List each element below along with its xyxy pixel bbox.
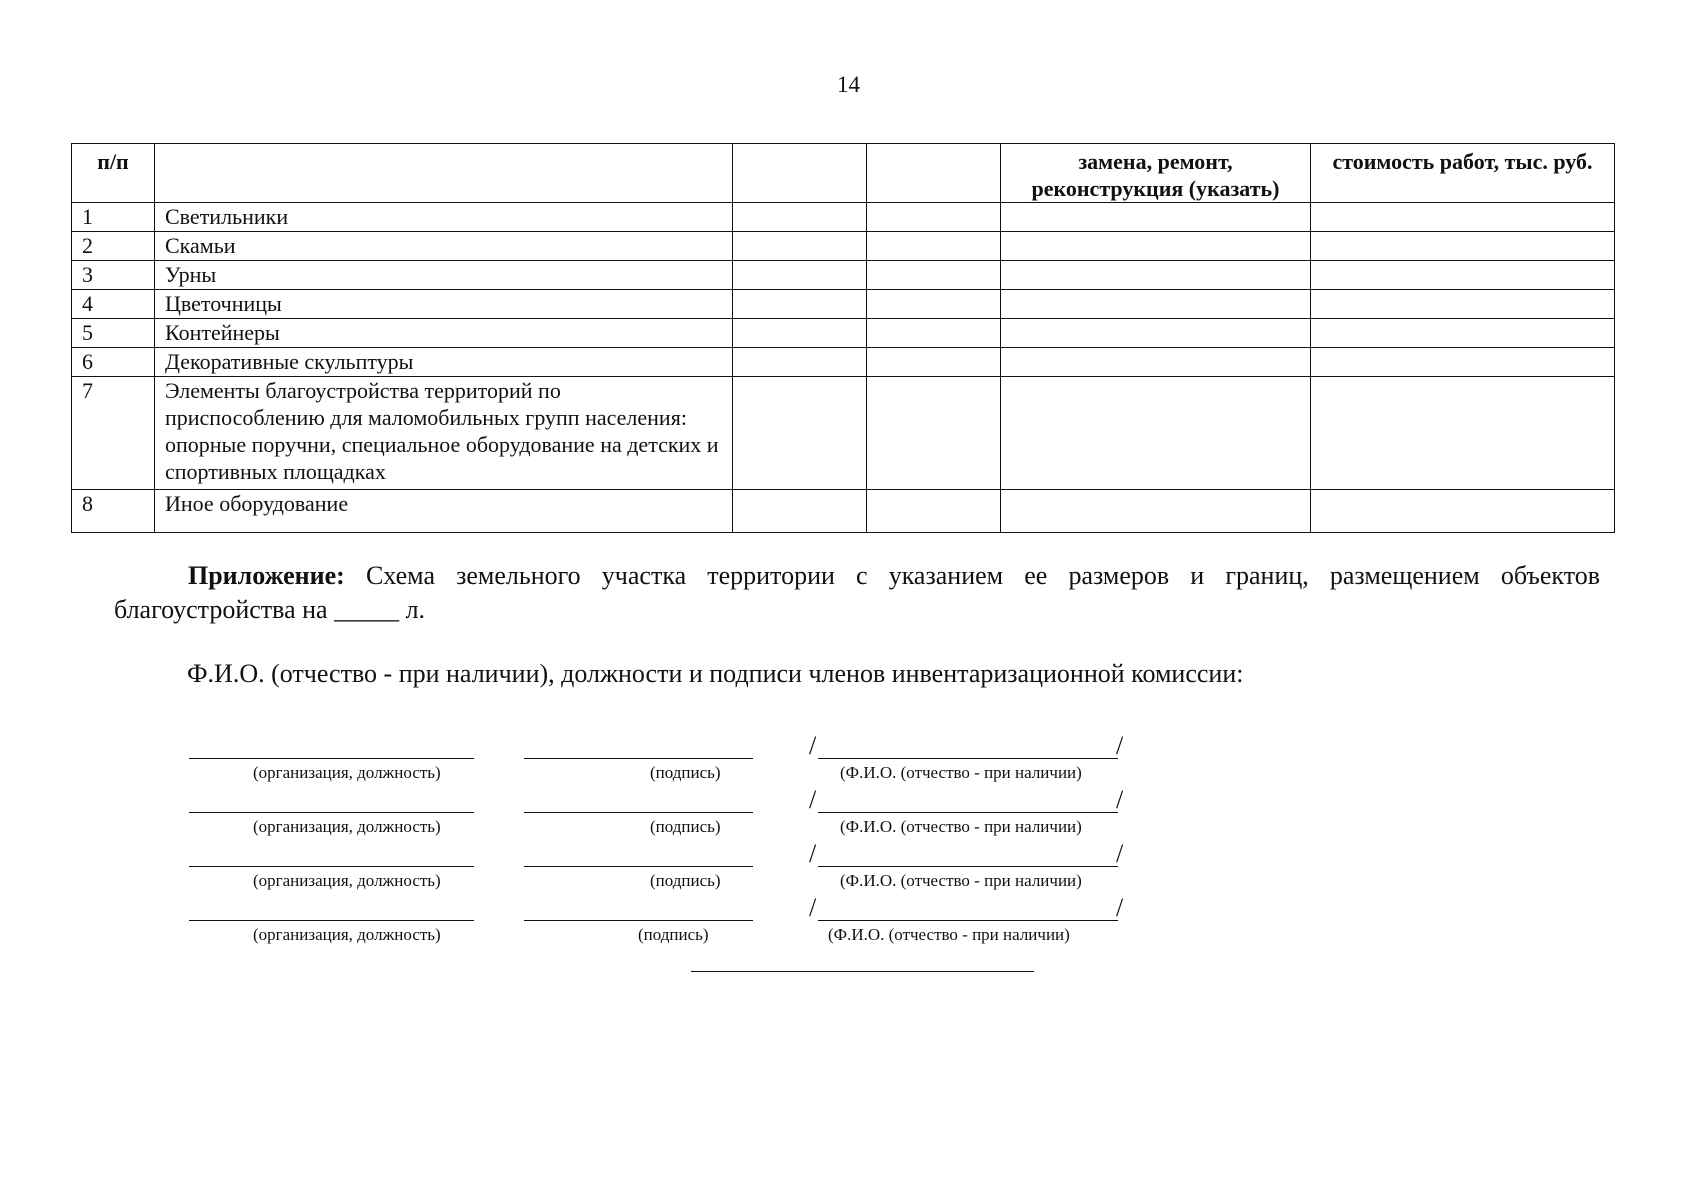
- row-num: 7: [72, 377, 155, 490]
- header-col4: [867, 144, 1001, 203]
- table-row: [72, 261, 1615, 290]
- row-cell: [1001, 203, 1311, 232]
- fio-line: [818, 758, 1118, 759]
- row-num: 1: [72, 203, 155, 232]
- header-cost: стоимость работ, тыс. руб.: [1311, 144, 1615, 203]
- slash-right: /: [1116, 731, 1124, 760]
- signature-row: [0, 733, 1697, 787]
- inventory-table: [71, 143, 1615, 533]
- closing-rule: [691, 971, 1034, 972]
- row-cell: [1001, 232, 1311, 261]
- table-row: [72, 348, 1615, 377]
- commission-heading: Ф.И.О. (отчество - при наличии), должности и подписи членов инвентаризационной комиссии:: [187, 659, 1244, 688]
- table-row: [72, 377, 1615, 490]
- row-name: Иное оборудование: [155, 490, 733, 533]
- org-line: [189, 758, 474, 759]
- signature-row: [0, 895, 1697, 949]
- fio-line: [818, 812, 1118, 813]
- signature-row: [0, 841, 1697, 895]
- row-cell: [1311, 377, 1615, 490]
- slash-right: /: [1116, 893, 1124, 922]
- slash-left: /: [809, 731, 817, 760]
- appendix-label: Приложение:: [188, 561, 345, 590]
- row-name: Урны: [155, 261, 733, 290]
- header-repair: замена, ремонт, реконструкция (указать): [1001, 144, 1311, 203]
- row-num: 5: [72, 319, 155, 348]
- row-cell: [1311, 490, 1615, 533]
- row-cell: [1001, 319, 1311, 348]
- row-cell: [867, 377, 1001, 490]
- org-caption: (организация, должность): [253, 817, 441, 836]
- row-cell: [733, 203, 867, 232]
- row-cell: [1311, 261, 1615, 290]
- sign-caption: (подпись): [650, 817, 721, 836]
- row-num: 2: [72, 232, 155, 261]
- table-row: [72, 290, 1615, 319]
- appendix-paragraph: [114, 559, 1600, 627]
- org-caption: (организация, должность): [253, 871, 441, 890]
- row-name: Цветочницы: [155, 290, 733, 319]
- sign-line: [524, 866, 753, 867]
- sign-line: [524, 920, 753, 921]
- sign-line: [524, 758, 753, 759]
- slash-left: /: [809, 839, 817, 868]
- row-num: 3: [72, 261, 155, 290]
- row-cell: [1001, 377, 1311, 490]
- row-cell: [867, 348, 1001, 377]
- slash-left: /: [809, 893, 817, 922]
- row-num: 4: [72, 290, 155, 319]
- fio-caption: (Ф.И.О. (отчество - при наличии): [828, 925, 1070, 944]
- row-cell: [1001, 490, 1311, 533]
- org-line: [189, 866, 474, 867]
- row-cell: [1311, 203, 1615, 232]
- org-line: [189, 920, 474, 921]
- slash-right: /: [1116, 785, 1124, 814]
- row-num: 6: [72, 348, 155, 377]
- row-cell: [733, 377, 867, 490]
- signature-row: [0, 787, 1697, 841]
- table-row: [72, 232, 1615, 261]
- table-row: [72, 319, 1615, 348]
- row-cell: [1001, 261, 1311, 290]
- row-name: Декоративные скульптуры: [155, 348, 733, 377]
- row-cell: [1311, 290, 1615, 319]
- appendix-text: Схема земельного участка территории с указанием ее размеров и границ, размещением объектов благоустройства на _____ л.: [114, 561, 1600, 624]
- table-row: [72, 490, 1615, 533]
- sign-caption: (подпись): [650, 763, 721, 782]
- row-cell: [733, 290, 867, 319]
- sign-caption: (подпись): [650, 871, 721, 890]
- row-cell: [867, 203, 1001, 232]
- row-cell: [733, 490, 867, 533]
- fio-line: [818, 866, 1118, 867]
- row-cell: [1311, 319, 1615, 348]
- row-name: Светильники: [155, 203, 733, 232]
- row-name: Скамьи: [155, 232, 733, 261]
- row-cell: [733, 232, 867, 261]
- fio-line: [818, 920, 1118, 921]
- org-caption: (организация, должность): [253, 925, 441, 944]
- slash-right: /: [1116, 839, 1124, 868]
- row-cell: [867, 490, 1001, 533]
- row-num: 8: [72, 490, 155, 533]
- row-cell: [1001, 348, 1311, 377]
- fio-caption: (Ф.И.О. (отчество - при наличии): [840, 817, 1082, 836]
- table-row: [72, 203, 1615, 232]
- row-cell: [867, 319, 1001, 348]
- row-cell: [867, 290, 1001, 319]
- row-cell: [867, 232, 1001, 261]
- table-header-row: [72, 144, 1615, 203]
- org-caption: (организация, должность): [253, 763, 441, 782]
- row-cell: [1311, 232, 1615, 261]
- row-name: Элементы благоустройства территорий по приспособлению для маломобильных групп населения: опорные поручни, специальное оборудование на детских и спортивных площадках: [155, 377, 733, 490]
- row-cell: [1001, 290, 1311, 319]
- slash-left: /: [809, 785, 817, 814]
- sign-line: [524, 812, 753, 813]
- page-number: 14: [837, 72, 860, 97]
- header-name: [155, 144, 733, 203]
- row-cell: [733, 319, 867, 348]
- row-cell: [867, 261, 1001, 290]
- row-cell: [1311, 348, 1615, 377]
- org-line: [189, 812, 474, 813]
- fio-caption: (Ф.И.О. (отчество - при наличии): [840, 763, 1082, 782]
- row-name: Контейнеры: [155, 319, 733, 348]
- header-num: п/п: [72, 144, 155, 203]
- sign-caption: (подпись): [638, 925, 709, 944]
- fio-caption: (Ф.И.О. (отчество - при наличии): [840, 871, 1082, 890]
- header-col3: [733, 144, 867, 203]
- row-cell: [733, 348, 867, 377]
- row-cell: [733, 261, 867, 290]
